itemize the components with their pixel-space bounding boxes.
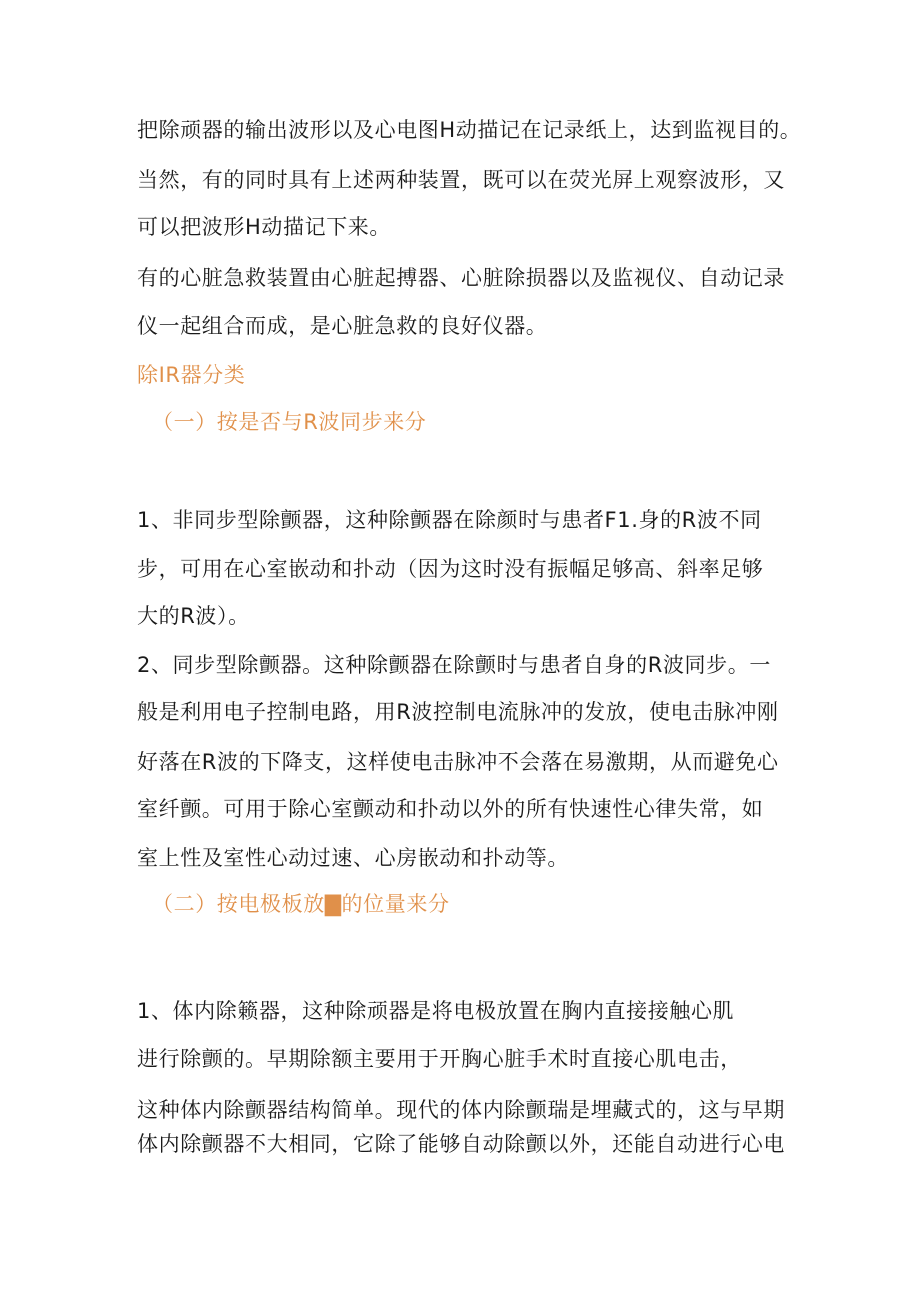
subsection-heading: （二）按电极板放▇的位量来分 [152, 892, 450, 916]
paragraph-line: 室纤颤。可用于除心室颤动和扑动以外的所有快速性心律失常，如 [137, 797, 764, 821]
paragraph-line: 当然，有的同时具有上述两种装置，既可以在荧光屏上观察波形，又 [137, 168, 785, 192]
paragraph-line: 室上性及室性心动过速、心房嵌动和扑动等。 [137, 846, 569, 870]
paragraph-line: 进行除颤的。早期除额主要用于开胸心脏手术时直接心肌电击， [137, 1047, 742, 1071]
paragraph-line: 好落在R波的下降支，这样使电击脉冲不会落在易激期，从而避免心 [137, 750, 779, 774]
paragraph-line: 1、非同步型除颤器，这种除颤器在除颜时与患者F1.身的R波不同 [137, 508, 762, 532]
paragraph-line: 仪一起组合而成，是心脏急救的良好仪器。 [137, 314, 548, 338]
paragraph-line: 体内除颤器不大相同，它除了能够自动除颤以外，还能自动进行心电 [137, 1132, 785, 1156]
paragraph-line: 2、同步型除颤器。这种除颤器在除颤时与患者自身的R波同步。一 [137, 653, 771, 677]
paragraph-line: 1、体内除籁器，这种除顽器是将电极放置在胸内直接接触心肌 [137, 999, 735, 1023]
paragraph-line: 步，可用在心室嵌动和扑动（因为这时没有振幅足够高、斜率足够 [137, 557, 764, 581]
paragraph-line: 大的R波）。 [137, 604, 250, 628]
section-heading: 除IR器分类 [137, 363, 246, 387]
paragraph-line: 般是利用电子控制电路，用R波控制电流脉冲的发放，使电击脉冲刚 [137, 700, 779, 724]
subsection-heading: （一）按是否与R波同步来分 [152, 410, 427, 434]
paragraph-line: 把除顽器的输出波形以及心电图H动描记在记录纸上，达到监视目的。 [137, 118, 802, 142]
paragraph-line: 有的心脏急救装置由心脏起搏器、心脏除损器以及监视仪、自动记录 [137, 266, 785, 290]
paragraph-line: 这种体内除颤器结构简单。现代的体内除颤瑞是埋藏式的，这与早期 [137, 1098, 785, 1122]
paragraph-line: 可以把波形H动描记下来。 [137, 215, 391, 239]
